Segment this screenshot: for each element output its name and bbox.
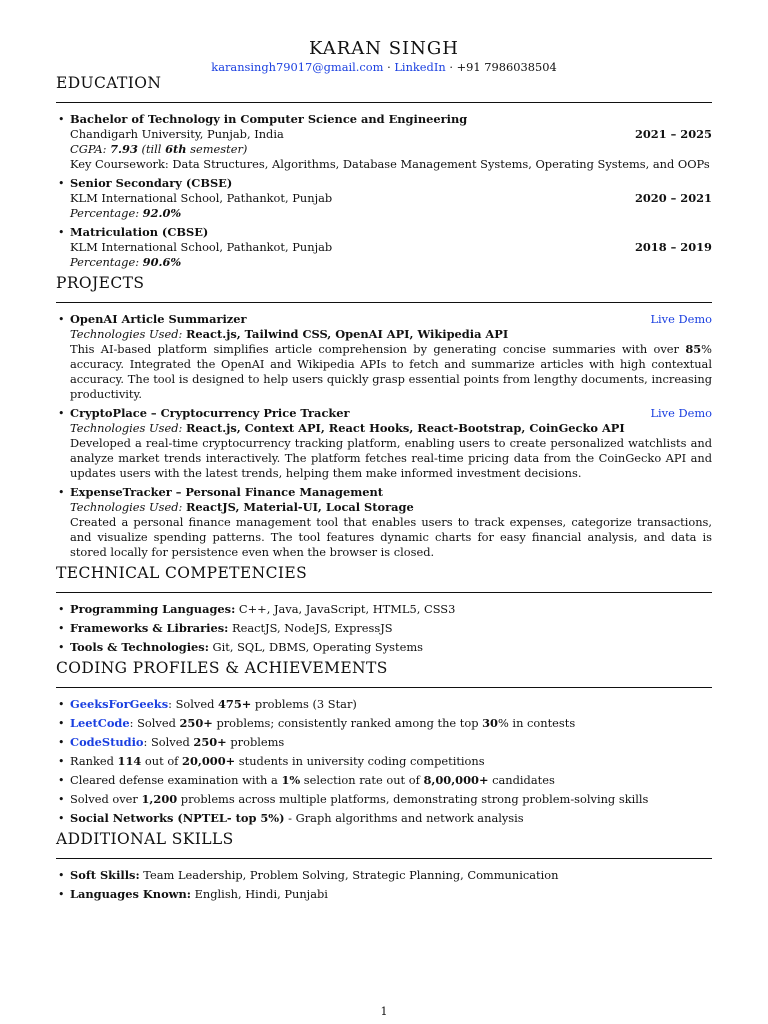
section-title-education: EDUCATION bbox=[56, 74, 162, 92]
achievement-number: 20,000+ bbox=[182, 754, 236, 768]
grade-line bbox=[70, 142, 712, 157]
grade-line bbox=[70, 255, 712, 270]
geeksforgeeks-link[interactable]: GeeksForGeeks bbox=[70, 697, 169, 711]
contact-line bbox=[56, 60, 712, 74]
tech-label: Technologies Used: bbox=[70, 500, 186, 514]
achievement-text: Cleared defense examination with a bbox=[70, 773, 282, 787]
skill-item bbox=[56, 868, 712, 883]
tech-list: ReactJS, Material-UI, Local Storage bbox=[185, 500, 414, 514]
section-title-competencies: TECHNICAL COMPETENCIES bbox=[56, 564, 308, 582]
achievement-item bbox=[56, 697, 712, 712]
resume-page bbox=[56, 38, 712, 906]
separator: · bbox=[387, 60, 391, 74]
achievement-text: % in contests bbox=[497, 716, 576, 730]
competency-label: Frameworks & Libraries: bbox=[70, 621, 229, 635]
grade-label: CGPA: bbox=[70, 142, 111, 156]
project-tech bbox=[70, 421, 712, 436]
achievement-text: problems (3 Star) bbox=[251, 697, 357, 711]
section-divider bbox=[56, 102, 712, 103]
school-row bbox=[70, 191, 712, 206]
section-divider bbox=[56, 858, 712, 859]
tech-label: Technologies Used: bbox=[70, 327, 186, 341]
achievement-number: 8,00,000+ bbox=[423, 773, 489, 787]
education-item bbox=[56, 225, 712, 270]
skill-label: Soft Skills: bbox=[70, 868, 140, 882]
education-dates: 2021 – 2025 bbox=[634, 127, 712, 141]
education-dates: 2020 – 2021 bbox=[634, 191, 712, 205]
achievement-item bbox=[56, 735, 712, 750]
achievement-text: problems across multiple platforms, demonstrating strong problem-solving skills bbox=[177, 792, 649, 806]
grade-line bbox=[70, 206, 712, 221]
degree-title: • Bachelor of Technology in Computer Science and Engineering bbox=[70, 112, 468, 126]
projects-list bbox=[56, 312, 712, 560]
grade-label: Percentage: bbox=[70, 255, 143, 269]
project-item bbox=[56, 485, 712, 560]
competency-item bbox=[56, 621, 712, 636]
project-name: • CryptoPlace – Cryptocurrency Price Tracker bbox=[70, 406, 350, 420]
skill-label: Languages Known: bbox=[70, 887, 191, 901]
project-item bbox=[56, 406, 712, 481]
achievement-item bbox=[56, 811, 712, 826]
grade-value: 92.0% bbox=[142, 206, 182, 220]
achievement-item bbox=[56, 792, 712, 807]
achievement-number: 250+ bbox=[179, 716, 213, 730]
achievement-text: Ranked bbox=[70, 754, 118, 768]
competency-value: Git, SQL, DBMS, Operating Systems bbox=[208, 640, 423, 654]
achievement-number: 250+ bbox=[193, 735, 227, 749]
achievement-text: out of bbox=[141, 754, 183, 768]
achievement-number: 114 bbox=[117, 754, 142, 768]
competency-value: C++, Java, JavaScript, HTML5, CSS3 bbox=[235, 602, 456, 616]
competency-label: Programming Languages: bbox=[70, 602, 236, 616]
codestudio-link[interactable]: CodeStudio bbox=[70, 735, 144, 749]
section-title-projects: PROJECTS bbox=[56, 274, 145, 292]
grade-value: 7.93 bbox=[110, 142, 138, 156]
project-header bbox=[70, 406, 712, 421]
page-number: 1 bbox=[380, 1005, 388, 1018]
achievement-text: Solved over bbox=[70, 792, 142, 806]
project-description bbox=[70, 342, 712, 402]
grade-value: 90.6% bbox=[142, 255, 182, 269]
achievement-number: 30 bbox=[482, 716, 498, 730]
achievement-text: problems; consistently ranked among the top bbox=[212, 716, 483, 730]
live-demo-link[interactable]: Live Demo bbox=[650, 406, 712, 420]
competency-value: ReactJS, NodeJS, ExpressJS bbox=[228, 621, 393, 635]
school-row bbox=[70, 127, 712, 142]
project-tech bbox=[70, 327, 712, 342]
achievement-text: : Solved bbox=[143, 735, 194, 749]
achievement-item bbox=[56, 716, 712, 731]
education-item bbox=[56, 112, 712, 172]
degree-title: • Matriculation (CBSE) bbox=[70, 225, 209, 239]
achievement-text: selection rate out of bbox=[300, 773, 424, 787]
section-divider bbox=[56, 592, 712, 593]
achievement-text: : Solved bbox=[129, 716, 180, 730]
achievement-text: : Solved bbox=[168, 697, 218, 711]
school-name: KLM International School, Pathankot, Punjab bbox=[70, 191, 333, 205]
leetcode-link[interactable]: LeetCode bbox=[70, 716, 130, 730]
accuracy-value: 85 bbox=[685, 342, 702, 356]
achievement-number: 1% bbox=[281, 773, 301, 787]
skill-value: Team Leadership, Problem Solving, Strategic Planning, Communication bbox=[139, 868, 559, 882]
achievement-text: students in university coding competitions bbox=[235, 754, 485, 768]
achievement-item bbox=[56, 754, 712, 769]
project-description: Developed a real-time cryptocurrency tracking platform, enabling users to create personalized watchlists and analyze market trends interactively. The platform fetches real-time pricing data from the CoinGecko API and updates users with the latest trends, helping them make informed investment decisions. bbox=[70, 436, 712, 480]
project-description: Created a personal finance management tool that enables users to track expenses, categorize transactions, and visualize spending patterns. The tool features dynamic charts for easy financial analysis, and data is stored locally for persistence even when the browser is closed. bbox=[70, 515, 712, 559]
project-name: • ExpenseTracker – Personal Finance Management bbox=[70, 485, 384, 499]
degree-title: • Senior Secondary (CBSE) bbox=[70, 176, 233, 190]
linkedin-link[interactable]: LinkedIn bbox=[394, 60, 446, 74]
achievement-text: problems bbox=[226, 735, 285, 749]
grade-text: (till bbox=[137, 142, 166, 156]
grade-text: semester) bbox=[186, 142, 248, 156]
phone-number: +91 7986038504 bbox=[456, 60, 557, 74]
section-title-coding: CODING PROFILES & ACHIEVEMENTS bbox=[56, 659, 388, 677]
coding-list bbox=[56, 697, 712, 826]
email-link[interactable]: karansingh79017@gmail.com bbox=[211, 60, 384, 74]
description-text: % accuracy. Integrated the OpenAI and Wikipedia APIs to fetch and summarize articles with high contextual accuracy. The tool is designed to help users quickly grasp essential points from lengthy documents, increasing productivity. bbox=[70, 342, 712, 401]
separator: · bbox=[449, 60, 453, 74]
school-row bbox=[70, 240, 712, 255]
achievement-number: 475+ bbox=[217, 697, 252, 711]
education-list bbox=[56, 112, 712, 270]
grade-label: Percentage: bbox=[70, 206, 143, 220]
tech-list: React.js, Context API, React Hooks, React-Bootstrap, CoinGecko API bbox=[185, 421, 625, 435]
additional-skills-list bbox=[56, 868, 712, 902]
competency-item bbox=[56, 602, 712, 617]
competency-label: Tools & Technologies: bbox=[70, 640, 209, 654]
achievement-item bbox=[56, 773, 712, 788]
section-title-additional-skills: ADDITIONAL SKILLS bbox=[56, 830, 234, 848]
project-name: • OpenAI Article Summarizer bbox=[70, 312, 247, 326]
education-item bbox=[56, 176, 712, 221]
competencies-list bbox=[56, 602, 712, 655]
education-dates: 2018 – 2019 bbox=[634, 240, 712, 254]
project-header bbox=[70, 312, 712, 327]
skill-item bbox=[56, 887, 712, 902]
skill-value: English, Hindi, Punjabi bbox=[190, 887, 328, 901]
live-demo-link[interactable]: Live Demo bbox=[650, 312, 712, 326]
tech-label: Technologies Used: bbox=[70, 421, 186, 435]
candidate-name: KARAN SINGH bbox=[308, 38, 459, 59]
project-item bbox=[56, 312, 712, 402]
description-text: This AI-based platform simplifies article comprehension by generating concise summaries with over bbox=[70, 342, 686, 356]
section-divider bbox=[56, 302, 712, 303]
school-name: Chandigarh University, Punjab, India bbox=[70, 127, 284, 141]
achievement-number: 1,200 bbox=[141, 792, 178, 806]
achievement-text: - Graph algorithms and network analysis bbox=[284, 811, 524, 825]
tech-list: React.js, Tailwind CSS, OpenAI API, Wikipedia API bbox=[185, 327, 509, 341]
school-name: KLM International School, Pathankot, Punjab bbox=[70, 240, 333, 254]
achievement-text: candidates bbox=[488, 773, 555, 787]
achievement-highlight: Social Networks (NPTEL- top 5%) bbox=[70, 811, 285, 825]
competency-item bbox=[56, 640, 712, 655]
coursework: Key Coursework: Data Structures, Algorithms, Database Management Systems, Operating Systems, and OOPs bbox=[70, 157, 710, 171]
project-tech bbox=[70, 500, 712, 515]
grade-semester: 6th bbox=[165, 142, 187, 156]
section-divider bbox=[56, 687, 712, 688]
